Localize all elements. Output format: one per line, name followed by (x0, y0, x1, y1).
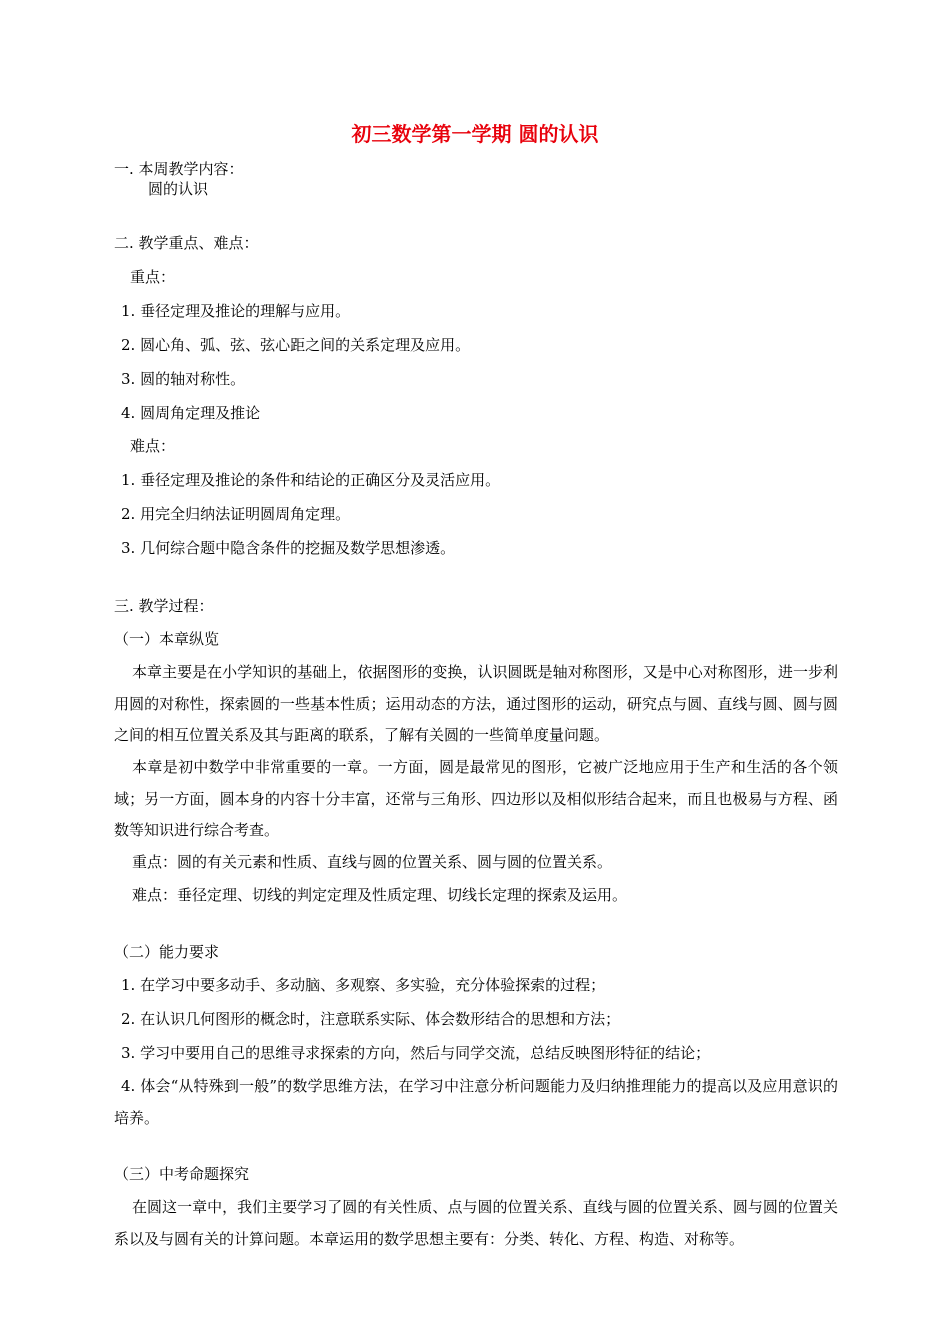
key-points-label: 重点： (130, 268, 176, 286)
ability-item: 2. 在认识几何图形的概念时，注意联系实际、体会数形结合的思想和方法； (121, 1010, 621, 1028)
key-point-item: 4. 圆周角定理及推论 (121, 404, 261, 422)
subsection-overview-heading: （一）本章纵览 (114, 630, 220, 648)
page-title: 初三数学第一学期 圆的认识 (351, 122, 599, 146)
ability-item: 4. 体会“从特殊到一般”的数学思维方法，在学习中注意分析问题能力及归纳推理能力的提高以及应用意识的培养。 (114, 1077, 838, 1127)
ability-item: 1. 在学习中要多动手、多动脑、多观察、多实验，充分体验探索的过程； (121, 976, 606, 994)
key-point-item: 2. 圆心角、弧、弦、弦心距之间的关系定理及应用。 (121, 336, 471, 354)
ability-item: 3. 学习中要用自己的思维寻求探索的方向，然后与同学交流，总结反映图形特征的结论； (121, 1044, 711, 1062)
difficult-point-item: 3. 几何综合题中隐含条件的挖掘及数学思想渗透。 (121, 539, 456, 557)
overview-paragraph: 本章主要是在小学知识的基础上，依据图形的变换，认识圆既是轴对称图形，又是中心对称图形，进一步利用圆的对称性，探索圆的一些基本性质；运用动态的方法，通过图形的运动，研究点与圆、直线与圆、圆与圆之间的相互位置关系及其与距离的联系，了解有关圆的一些简单度量问题。 (114, 663, 838, 744)
overview-paragraph: 本章是初中数学中非常重要的一章。一方面，圆是最常见的图形，它被广泛地应用于生产和生活的各个领域；另一方面，圆本身的内容十分丰富，还常与三角形、四边形以及相似形结合起来，而且也极易与方程、函数等知识进行综合考查。 (114, 758, 838, 839)
section-3-heading: 三. 教学过程： (114, 597, 214, 615)
subsection-exam-heading: （三）中考命题探究 (114, 1165, 250, 1183)
difficult-points-label: 难点： (130, 437, 176, 455)
difficult-point-item: 1. 垂径定理及推论的条件和结论的正确区分及灵活应用。 (121, 471, 501, 489)
section-1-content: 圆的认识 (148, 180, 209, 198)
section-1-heading: 一. 本周教学内容： (114, 160, 244, 178)
key-point-item: 3. 圆的轴对称性。 (121, 370, 246, 388)
chapter-difficult-points: 难点：垂径定理、切线的判定定理及性质定理、切线长定理的探索及运用。 (132, 886, 628, 904)
exam-paragraph: 在圆这一章中，我们主要学习了圆的有关性质、点与圆的位置关系、直线与圆的位置关系、圆与圆的位置关系以及与圆有关的计算问题。本章运用的数学思想主要有：分类、转化、方程、构造、对称等。 (114, 1198, 838, 1248)
difficult-point-item: 2. 用完全归纳法证明圆周角定理。 (121, 505, 351, 523)
section-2-heading: 二. 教学重点、难点： (114, 234, 259, 252)
chapter-key-points: 重点：圆的有关元素和性质、直线与圆的位置关系、圆与圆的位置关系。 (132, 853, 613, 871)
subsection-ability-heading: （二）能力要求 (114, 943, 220, 961)
key-point-item: 1. 垂径定理及推论的理解与应用。 (121, 302, 351, 320)
